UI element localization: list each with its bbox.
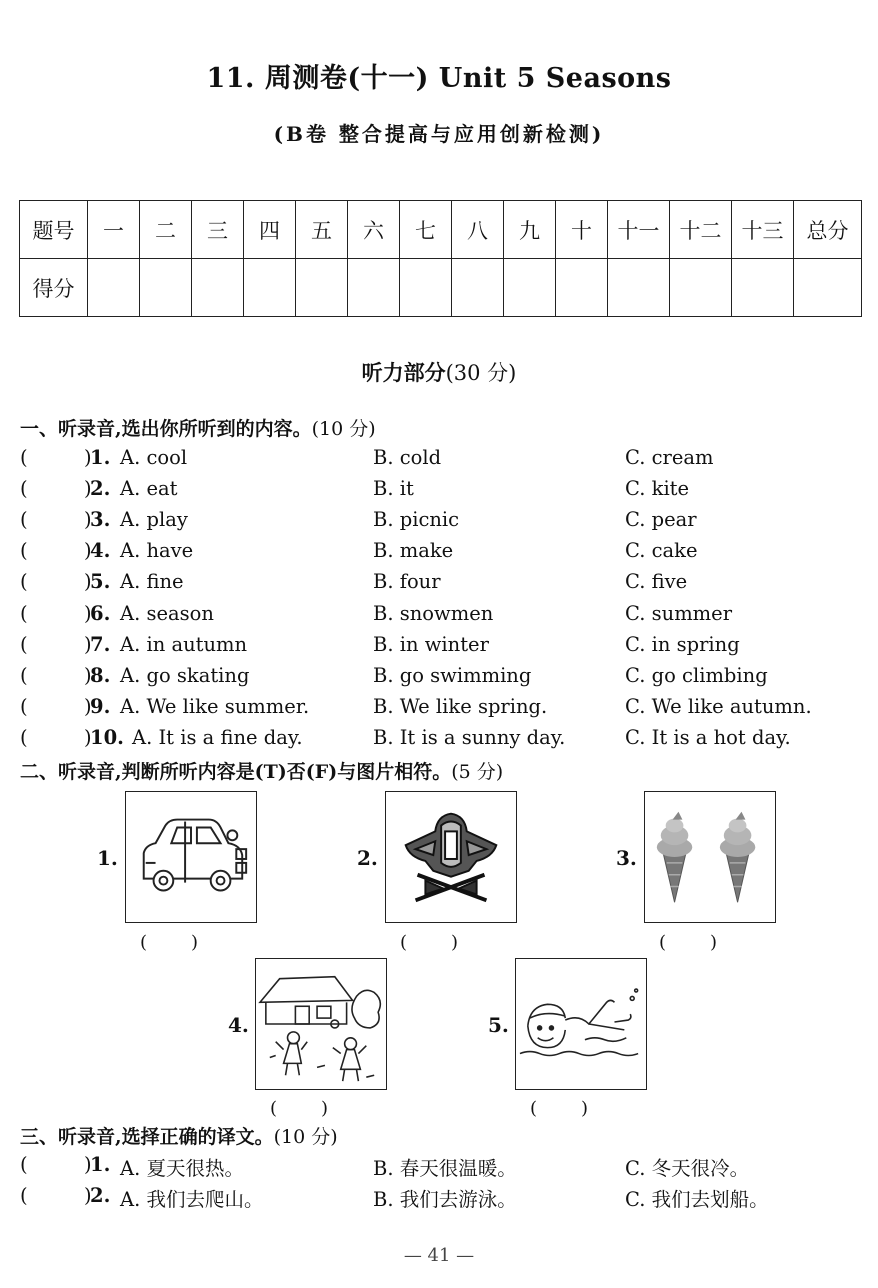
answer-paren-close: ): [84, 694, 92, 718]
option-b: B. it: [373, 477, 414, 501]
answer-bracket: (): [529, 1098, 633, 1119]
option-b: B. make: [373, 539, 454, 563]
question-number: 1.: [90, 446, 111, 469]
question-number: 4.: [90, 539, 111, 563]
question-number: 2.: [90, 477, 111, 501]
picture-label: 2.: [357, 846, 378, 870]
score-header-cell: 总分: [794, 201, 862, 259]
answer-paren: (: [20, 632, 28, 656]
listening-section-title: [0, 357, 878, 387]
question-number: 1.: [90, 1153, 111, 1176]
answer-paren: (: [20, 1184, 28, 1207]
option-a: A. cool: [120, 446, 188, 469]
ice-cream-icon: [645, 792, 775, 922]
option-b: B. We like spring.: [373, 694, 548, 718]
answer-paren: (: [20, 725, 28, 749]
option-b: B. picnic: [373, 508, 460, 532]
score-header-cell: 五: [296, 201, 348, 259]
score-row-label: 得分: [20, 259, 88, 317]
answer-paren-close: ): [84, 1184, 92, 1207]
kite-picture: [385, 791, 517, 923]
page-subtitle: (B卷 整合提高与应用创新检测): [273, 122, 605, 146]
option-b: B. It is a sunny day.: [373, 725, 566, 749]
score-table-header-row: [20, 201, 862, 259]
option-a: A. season: [120, 601, 214, 625]
answer-bracket: (): [658, 932, 762, 953]
answer-paren-close: ): [84, 508, 92, 532]
score-header-cell: 十二: [670, 201, 732, 259]
answer-paren-close: ): [84, 632, 92, 656]
score-cell: [608, 259, 670, 317]
question-number: 7.: [90, 632, 111, 656]
question-row: [20, 570, 860, 598]
score-header-cell: 二: [140, 201, 192, 259]
question-number: 3.: [90, 508, 111, 532]
answer-paren: (: [20, 694, 28, 718]
option-a: A. 我们去爬山。: [120, 1188, 264, 1211]
question-number: 8.: [90, 663, 111, 687]
score-table: [19, 200, 862, 317]
question-row: [20, 726, 860, 754]
snow-play-icon: [256, 959, 386, 1089]
option-b: B. snowmen: [373, 601, 494, 625]
part3-title: 三、听录音,选择正确的译文。: [20, 1126, 274, 1148]
score-cell: [140, 259, 192, 317]
option-c: C. five: [625, 570, 688, 594]
option-c: C. go climbing: [625, 663, 768, 687]
score-cell: [88, 259, 140, 317]
question-number: 5.: [90, 570, 111, 594]
score-header-cell: 八: [452, 201, 504, 259]
snow-play-picture: [255, 958, 387, 1090]
listening-title: 听力部分: [361, 360, 446, 385]
question-number: 2.: [90, 1184, 111, 1207]
picture-label: 1.: [97, 846, 118, 870]
question-row: [20, 602, 860, 630]
score-header-cell: 七: [400, 201, 452, 259]
answer-paren: (: [20, 601, 28, 625]
answer-paren: (: [20, 539, 28, 563]
kite-icon: [386, 792, 516, 922]
score-cell: [192, 259, 244, 317]
part2-points: (5 分): [451, 761, 504, 783]
score-cell: [452, 259, 504, 317]
swimming-icon: [516, 959, 646, 1089]
option-a: A. 夏天很热。: [120, 1157, 244, 1180]
score-header-cell: 四: [244, 201, 296, 259]
question-number: 6.: [90, 601, 111, 625]
answer-bracket: (): [139, 932, 243, 953]
picture-label: 4.: [228, 1013, 249, 1037]
option-b: B. go swimming: [373, 663, 532, 687]
answer-bracket: (): [269, 1098, 373, 1119]
score-table-score-row: [20, 259, 862, 317]
score-cell: [244, 259, 296, 317]
answer-paren-close: ): [84, 725, 92, 749]
score-cell: [670, 259, 732, 317]
option-a: A. We like summer.: [120, 694, 310, 718]
part2-heading: [20, 757, 503, 784]
score-header-cell: 一: [88, 201, 140, 259]
page-title: 11. 周测卷(十一) Unit 5 Seasons: [206, 63, 672, 94]
listening-points: (30 分): [445, 361, 517, 385]
question-row: [20, 664, 860, 692]
score-cell: [732, 259, 794, 317]
answer-paren: (: [20, 663, 28, 687]
question-number: 9.: [90, 694, 111, 718]
option-c: C. cream: [625, 446, 714, 469]
option-c: C. pear: [625, 508, 697, 532]
question-row: [20, 508, 860, 536]
score-header-cell: 三: [192, 201, 244, 259]
part1-heading: [20, 414, 376, 441]
option-a: A. eat: [120, 477, 178, 501]
answer-paren-close: ): [84, 477, 92, 501]
question-number: 10.: [90, 725, 124, 749]
score-cell: [296, 259, 348, 317]
option-c: C. 我们去划船。: [625, 1188, 769, 1211]
option-c: C. 冬天很冷。: [625, 1157, 750, 1180]
score-header-cell: 题号: [20, 201, 88, 259]
option-b: B. 春天很温暖。: [373, 1157, 517, 1180]
option-a: A. in autumn: [120, 632, 248, 656]
answer-paren-close: ): [84, 539, 92, 563]
answer-bracket: (): [399, 932, 503, 953]
car-picture: [125, 791, 257, 923]
option-c: C. cake: [625, 539, 698, 563]
answer-paren: (: [20, 570, 28, 594]
picture-label: 3.: [616, 846, 637, 870]
score-header-cell: 九: [504, 201, 556, 259]
question-row: [20, 633, 860, 661]
score-cell: [794, 259, 862, 317]
option-a: A. go skating: [120, 663, 250, 687]
option-a: A. have: [120, 539, 194, 563]
question-row: [20, 1153, 860, 1181]
question-row: [20, 477, 860, 505]
score-header-cell: 六: [348, 201, 400, 259]
part1-title: 一、听录音,选出你所听到的内容。: [20, 418, 312, 440]
part2-title: 二、听录音,判断所听内容是(T)否(F)与图片相符。: [20, 761, 452, 783]
option-a: A. It is a fine day.: [132, 725, 303, 749]
answer-paren-close: ): [84, 663, 92, 687]
option-c: C. summer: [625, 601, 733, 625]
answer-paren: (: [20, 1153, 28, 1176]
score-cell: [348, 259, 400, 317]
answer-paren-close: ): [84, 1153, 92, 1176]
question-row: [20, 539, 860, 567]
answer-paren-close: ): [84, 601, 92, 625]
score-header-cell: 十一: [608, 201, 670, 259]
question-row: [20, 446, 860, 474]
option-a: A. play: [120, 508, 188, 532]
ice-cream-picture: [644, 791, 776, 923]
part3-heading: [20, 1122, 338, 1149]
option-b: B. 我们去游泳。: [373, 1188, 517, 1211]
option-c: C. in spring: [625, 632, 740, 656]
picture-label: 5.: [488, 1013, 509, 1037]
question-row: [20, 1184, 860, 1212]
part3-points: (10 分): [273, 1126, 338, 1148]
score-cell: [556, 259, 608, 317]
swimming-picture: [515, 958, 647, 1090]
option-b: B. four: [373, 570, 441, 594]
option-c: C. kite: [625, 477, 690, 501]
answer-paren: (: [20, 477, 28, 501]
score-header-cell: 十三: [732, 201, 794, 259]
option-c: C. It is a hot day.: [625, 725, 791, 749]
part1-points: (10 分): [311, 418, 376, 440]
option-c: C. We like autumn.: [625, 694, 812, 718]
score-cell: [400, 259, 452, 317]
question-row: [20, 695, 860, 723]
car-icon: [126, 792, 256, 922]
answer-paren: (: [20, 446, 28, 469]
option-b: B. in winter: [373, 632, 489, 656]
answer-paren-close: ): [84, 446, 92, 469]
score-cell: [504, 259, 556, 317]
score-header-cell: 十: [556, 201, 608, 259]
answer-paren: (: [20, 508, 28, 532]
page-number: — 41 —: [403, 1245, 475, 1266]
option-a: A. fine: [120, 570, 184, 594]
option-b: B. cold: [373, 446, 442, 469]
answer-paren-close: ): [84, 570, 92, 594]
